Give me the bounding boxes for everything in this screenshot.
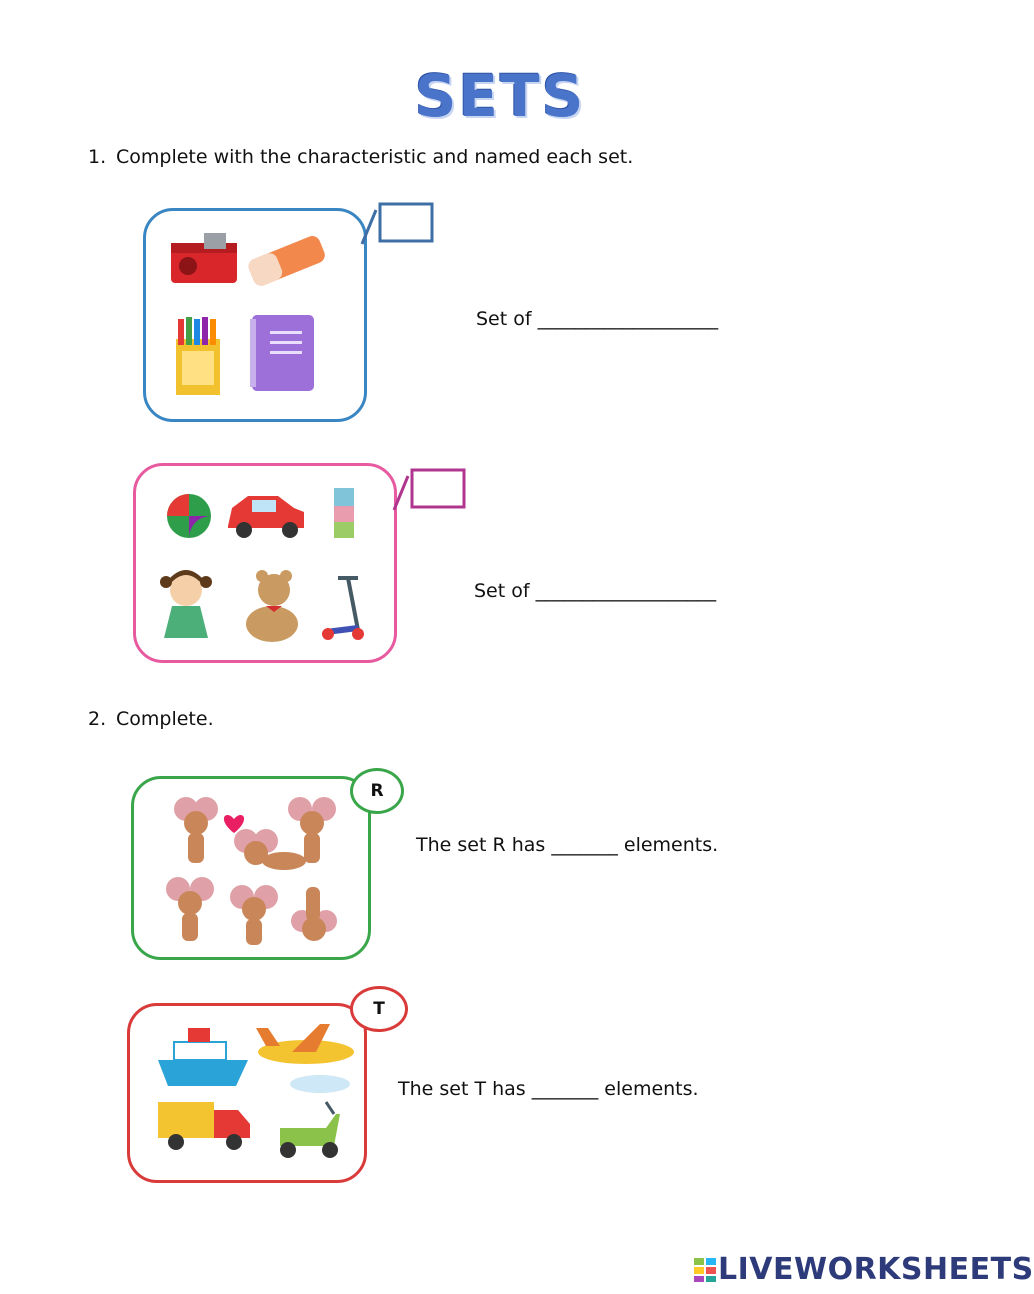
liveworksheets-logo [694, 1252, 1034, 1288]
blocks-icon [334, 488, 354, 538]
teddy-bear-icon [246, 570, 298, 642]
mouse-icon [230, 885, 278, 945]
truck-icon [158, 1102, 250, 1150]
set-1-name-connector [358, 200, 438, 248]
set-2-label: Set of [474, 580, 530, 602]
set-r-sentence-start: The set R has [416, 834, 546, 856]
set-2-name-connector [390, 466, 470, 514]
question-1 [88, 146, 633, 168]
logo-blocks-icon [694, 1258, 716, 1282]
set-r-blank[interactable]: _______ [551, 834, 618, 856]
mice-images [134, 779, 368, 957]
set-t-caption [398, 1078, 699, 1100]
question-2 [88, 708, 214, 730]
mouse-icon [174, 797, 218, 863]
ball-icon [167, 494, 211, 538]
set-r-mice [131, 776, 371, 960]
set-r-sentence-end: elements. [623, 834, 719, 856]
eraser-icon [246, 234, 327, 288]
set-1-caption [476, 308, 718, 330]
set-2-blank[interactable]: ___________________ [535, 580, 717, 602]
scooter-icon [322, 578, 364, 640]
question-1-number: 1. [88, 146, 107, 168]
scooter-icon [280, 1102, 340, 1158]
logo-text: LIVEWORKSHEETS [718, 1252, 1034, 1287]
car-icon [228, 496, 304, 538]
set-t-blank[interactable]: _______ [531, 1078, 599, 1100]
set-r-name-badge: R [350, 768, 404, 814]
set-1-label: Set of [476, 308, 532, 330]
notebook-icon [250, 315, 314, 391]
question-1-text: Complete with the characteristic and named each set. [116, 146, 634, 168]
set-t-sentence-end: elements. [604, 1078, 699, 1100]
set-school-supplies [143, 208, 367, 422]
set-1-blank[interactable]: ___________________ [537, 308, 719, 330]
set-t-sentence-start: The set T has [398, 1078, 526, 1100]
set-toys [133, 463, 397, 663]
transport-images [130, 1006, 364, 1180]
mouse-icon [234, 829, 306, 870]
doll-icon [160, 570, 212, 638]
question-2-text: Complete. [116, 708, 214, 730]
crayons-icon [176, 317, 220, 395]
set-r-caption [416, 834, 718, 856]
set-t-name-badge: T [350, 986, 408, 1032]
school-supplies-images [146, 211, 364, 419]
set-2-caption [474, 580, 716, 602]
mouse-icon [291, 887, 337, 941]
mouse-icon [288, 797, 336, 863]
airplane-icon [256, 1024, 354, 1093]
mouse-icon [166, 877, 214, 941]
set-t-transport [127, 1003, 367, 1183]
question-2-number: 2. [88, 708, 107, 730]
ship-icon [158, 1028, 248, 1086]
page-title: SETS [414, 62, 586, 130]
toys-images [136, 466, 394, 660]
sharpener-icon [171, 233, 237, 283]
